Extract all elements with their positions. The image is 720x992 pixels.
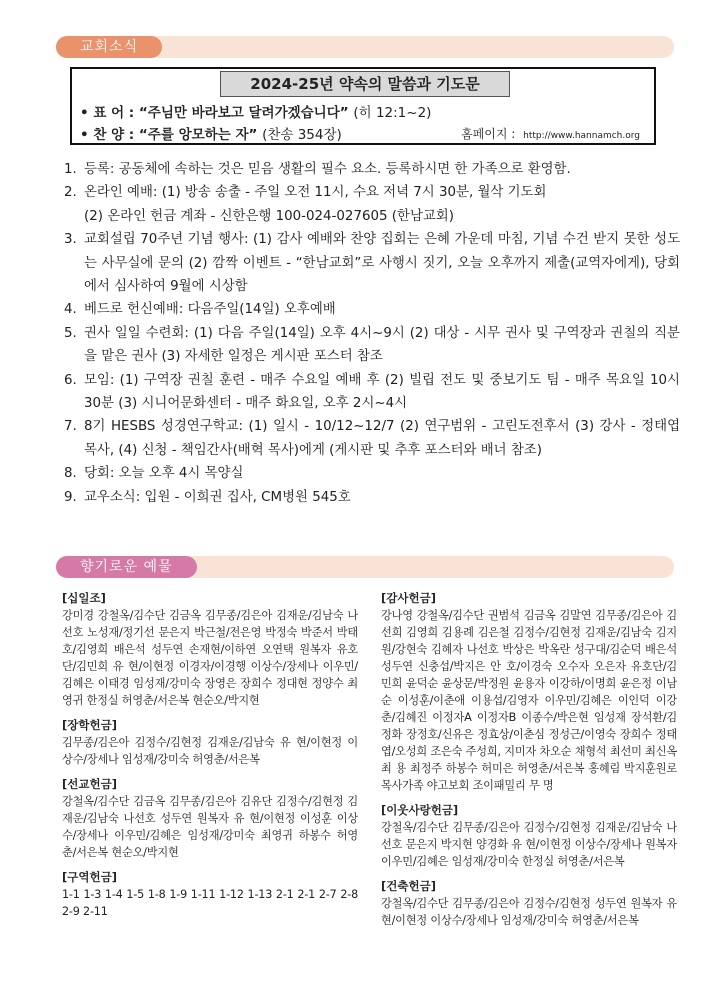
news-item-text: 베드로 헌신예배: 다음주일(14일) 오후예배 [84, 302, 336, 318]
news-item [64, 369, 680, 416]
news-item [64, 228, 680, 298]
news-item-number: 6. [64, 372, 77, 388]
homepage-link[interactable]: http://www.hannamch.org [523, 131, 640, 141]
verse-box [70, 67, 656, 145]
news-item-text: (2) 온라인 헌금 계좌 - 신한은행 100-024-027605 (한남교회) [84, 208, 454, 224]
homepage [461, 125, 640, 142]
offering-donors: 강철옥/김수단 김무종/김은아 김정수/김현정 김재운/김남숙 나선호 문은지 박지현 양경화 유 현/이현정 이상수/장세나 원복자 이우민/김혜은 임성재/강미숙 한정실 허영춘/서은복 [381, 821, 677, 868]
news-item [64, 181, 680, 204]
offering-section-title: 향기로운 예물 [56, 556, 197, 578]
offering-category: [십일조] [62, 591, 106, 605]
offering-donors: 강철옥/김수단 김무종/김은아 김정수/김현정 성두연 원복자 유 현/이현정 이상수/장세나 임성재/강미숙 허영춘/서은복 [381, 897, 677, 927]
offering-group [62, 776, 358, 861]
hymn-reference: (찬송 354장) [262, 127, 342, 143]
news-item [64, 322, 680, 369]
offering-group [381, 802, 677, 870]
offering-donors: 김무종/김은아 김정수/김현정 김재운/김남숙 유 현/이현정 이상수/장세나 임성재/강미숙 허영춘/서은복 [62, 736, 358, 766]
news-item-text: 온라인 예배: (1) 방송 송출 - 주일 오전 11시, 수요 저녁 7시 30분, 월삭 기도회 [84, 185, 547, 201]
motto-text: “주님만 바라보고 달려가겠습니다” [138, 105, 349, 121]
news-item-number: 4. [64, 302, 77, 318]
offering-donors: 강철옥/김수단 김금옥 김무종/김은아 김유단 김정수/김현정 김재운/김남숙 나선호 성두연 원복자 유 현/이현정 이성훈 이상수/장세나 이우민/김혜은 임성재/강미숙 최영귀 하봉수 허영춘/서은복 현순오/박지현 [62, 795, 358, 859]
news-item-number: 1. [64, 162, 77, 177]
news-section-header [56, 36, 674, 58]
offering-category: [이웃사랑헌금] [381, 803, 459, 817]
news-item [64, 462, 680, 485]
offering-category: [선교헌금] [62, 777, 117, 791]
motto-reference: (히 12:1~2) [353, 105, 432, 121]
offering-section-header [56, 556, 674, 578]
news-item-number [64, 205, 84, 228]
offering-donors: 강나영 강철옥/김수단 권범석 김금옥 김말연 김무종/김은아 김선희 김영희 김용례 김은철 김정수/김현정 김재운/김남숙 김지원/강현숙 김혜자 나선호 박상은 박옥란 성구대/김순덕 배은석 성두연 신충섭/박지은 안 호/이경숙 오수자 오은자 유호단/김민희 윤덕순 윤상문/박정원 윤용자 이강하/이명희 윤은정 이남순 이성훈/이춘애 이용섭/김영자 이우민/김혜은 이인덕 이강춘/김혜진 이정자A 이정자B 이종수/박은현 임성재 장석환/김정화 장정호/신유은 정효상/이춘심 정성근/이영숙 장희수 정태엽/오성희 조은숙 주성희, 지미자 차오순 채형석 최선미 최신옥 최 용 최정주 하봉수 허미은 허영춘/서은복 홍혜림 박지훈원로목사가족 야고보회 조이패밀리 무 명 [381, 609, 677, 792]
motto-label: • 표 어 : [80, 105, 135, 121]
news-item-number: 9. [64, 489, 77, 505]
offering-group [62, 590, 358, 709]
homepage-label: 홈페이지 : [461, 127, 516, 141]
hymn-label: • 찬 양 : [80, 127, 135, 143]
offering-group [62, 717, 358, 768]
offering-category: [구역헌금] [62, 870, 117, 884]
offering-donors: 1-1 1-3 1-4 1-5 1-8 1-9 1-11 1-12 1-13 2-1 2-1 2-7 2-8 2-9 2-11 [62, 888, 358, 918]
news-item [64, 298, 680, 321]
news-item [64, 158, 680, 181]
news-item-text: 권사 일일 수련회: (1) 다음 주일(14일) 오후 4시~9시 (2) 대상 - 시무 권사 및 구역장과 권칠의 직분을 맡은 권사 (3) 자세한 일정은 게시판 포스터 참조 [84, 325, 680, 365]
offering-category: [건축헌금] [381, 879, 436, 893]
news-item-text: 교회설립 70주년 기념 행사: (1) 감사 예배와 찬양 집회는 은혜 가운데 마침, 기념 수건 받지 못한 성도는 사무실에 문의 (2) 깜짝 이벤트 - “한남교회”로 사행시 짓기, 오늘 오후까지 제출(교역자에게), 당회에서 심사하여 9월에 시상함 [84, 232, 680, 295]
offering-group [381, 878, 677, 929]
offering-category: [장학헌금] [62, 718, 117, 732]
news-item [64, 415, 680, 462]
news-item-text: 교우소식: 입원 - 이희권 집사, CM병원 545호 [84, 489, 351, 505]
verse-box-title: 2024-25년 약속의 말씀과 기도문 [220, 71, 510, 97]
news-item-number: 3. [64, 232, 77, 248]
news-item [64, 205, 680, 228]
offering-group [62, 869, 358, 920]
news-item [64, 486, 680, 509]
offering-column-right [381, 590, 677, 937]
hymn-text: “주를 앙모하는 자” [138, 127, 258, 143]
hymn-line [80, 123, 342, 143]
news-list [64, 158, 680, 509]
offering-column-left [62, 590, 358, 928]
offering-group [381, 590, 677, 794]
news-item-number: 8. [64, 466, 77, 482]
offering-donors: 강미경 강철옥/김수단 김금옥 김무종/김은아 김재운/김남숙 나선호 노성재/정기선 문은지 박근철/전은영 박정숙 박준서 박태호/김영희 배은석 성두연 손재현/이하연 오연택 원복자 유호단/김민희 유 현/이현정 이경자/이경행 이상수/장세나 이우민/김혜은 이태경 임성재/강미숙 장영은 장희수 정대현 정양수 최영귀 한정실 허영춘/서은복 현순오/박지현 [62, 609, 358, 707]
news-item-number: 2. [64, 185, 77, 201]
motto-line [80, 101, 431, 121]
offering-category: [감사헌금] [381, 591, 436, 605]
news-item-text: 등록: 공동체에 속하는 것은 믿음 생활의 필수 요소. 등록하시면 한 가족으로 환영함. [84, 162, 571, 177]
news-item-number: 5. [64, 325, 77, 341]
news-item-number: 7. [64, 419, 77, 435]
news-section-title: 교회소식 [56, 36, 162, 58]
news-item-text: 8기 HESBS 성경연구학교: (1) 일시 - 10/12~12/7 (2) 연구범위 - 고린도전후서 (3) 강사 - 정태엽 목사, (4) 신청 - 책임간사(배혁 목사)에게 (게시판 및 추후 포스터와 배너 참조) [84, 419, 680, 458]
news-item-text: 당회: 오늘 오후 4시 목양실 [84, 466, 244, 482]
news-item-text: 모임: (1) 구역장 권칠 훈련 - 매주 수요일 예배 후 (2) 빌립 전도 및 중보기도 팀 - 매주 목요일 10시 30분 (3) 시니어문화센터 - 매주 화요일, 오후 2시~4시 [84, 372, 680, 412]
